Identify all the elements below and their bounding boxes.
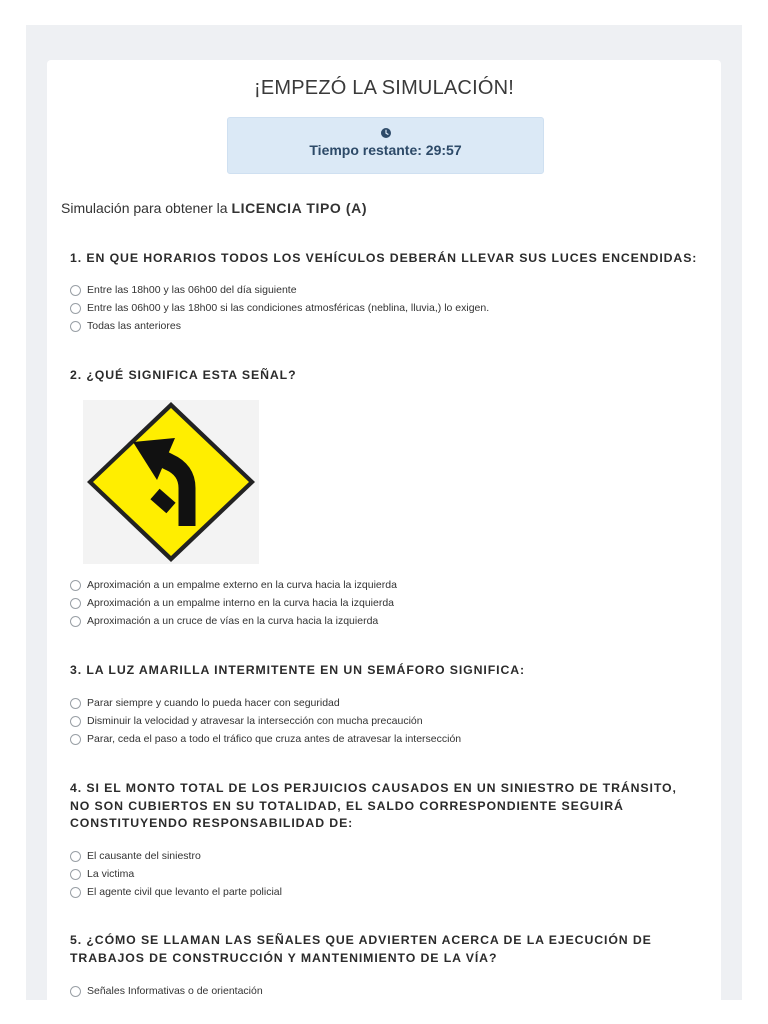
answer-option[interactable]: [70, 730, 710, 748]
radio-button[interactable]: [70, 887, 81, 898]
question-1-options: [70, 281, 710, 335]
answer-option[interactable]: [70, 612, 710, 630]
radio-button[interactable]: [70, 580, 81, 591]
answer-option[interactable]: [70, 576, 710, 594]
radio-button[interactable]: [70, 321, 81, 332]
intro-text: [61, 200, 367, 216]
radio-button[interactable]: [70, 598, 81, 609]
answer-option[interactable]: [70, 847, 710, 865]
page-title: ¡EMPEZÓ LA SIMULACIÓN!: [253, 77, 514, 99]
answer-label: El causante del siniestro: [87, 850, 201, 862]
answer-option[interactable]: [70, 281, 710, 299]
radio-button[interactable]: [70, 986, 81, 997]
answer-label: Parar siempre y cuando lo pueda hacer con seguridad: [87, 697, 340, 709]
simulation-card: [47, 60, 721, 1005]
answer-option[interactable]: [70, 299, 710, 317]
curve-left-warning-sign-icon: [83, 400, 259, 564]
radio-button[interactable]: [70, 716, 81, 727]
answer-option[interactable]: [70, 594, 710, 612]
answer-label: Entre las 18h00 y las 06h00 del día siguiente: [87, 284, 297, 296]
question-2-options: [70, 576, 710, 630]
timer-label: Tiempo restante: 29:57: [309, 142, 462, 158]
answer-label: Aproximación a un cruce de vías en la curva hacia la izquierda: [87, 615, 379, 627]
radio-button[interactable]: [70, 734, 81, 745]
answer-option[interactable]: [70, 317, 710, 335]
question-2: 2. ¿QUÉ SIGNIFICA ESTA SEÑAL?: [70, 368, 297, 382]
intro-prefix: Simulación para obtener la: [61, 200, 232, 216]
answer-option[interactable]: [70, 712, 710, 730]
question-4-options: [70, 847, 710, 901]
radio-button[interactable]: [70, 698, 81, 709]
answer-label: Parar, ceda el paso a todo el tráfico que cruza antes de atravesar la intersección: [87, 733, 462, 745]
answer-label: Aproximación a un empalme externo en la curva hacia la izquierda: [87, 579, 397, 591]
answer-label: Disminuir la velocidad y atravesar la intersección con mucha precaución: [87, 715, 423, 727]
answer-option[interactable]: [70, 982, 710, 1000]
answer-label: Todas las anteriores: [87, 320, 181, 332]
answer-label: Aproximación a un empalme interno en la curva hacia la izquierda: [87, 597, 395, 609]
answer-option[interactable]: [70, 694, 710, 712]
answer-label: El agente civil que levanto el parte policial: [87, 886, 282, 898]
answer-label: Entre las 06h00 y las 18h00 si las condiciones atmosféricas (neblina, lluvia,) lo exigen.: [87, 302, 490, 314]
license-type: LICENCIA TIPO (A): [231, 200, 368, 216]
question-5-options: [70, 982, 710, 1000]
answer-option[interactable]: [70, 865, 710, 883]
question-1: 1. EN QUE HORARIOS TODOS LOS VEHÍCULOS DEBERÁN LLEVAR SUS LUCES ENCENDIDAS:: [70, 251, 698, 265]
radio-button[interactable]: [70, 303, 81, 314]
question-3-options: [70, 694, 710, 748]
radio-button[interactable]: [70, 869, 81, 880]
answer-option[interactable]: [70, 883, 710, 901]
radio-button[interactable]: [70, 851, 81, 862]
question-4: 4. SI EL MONTO TOTAL DE LOS PERJUICIOS CAUSADOS EN UN SINIESTRO DE TRÁNSITO, NO SON CUBIERTOS EN SU TOTALIDAD, EL SALDO CORRESPONDIENTE SEGUIRÁ CONSTITUYENDO RESPONSABILIDAD DE:: [70, 781, 677, 830]
clock-icon: [381, 128, 391, 138]
answer-label: La victima: [87, 868, 135, 880]
radio-button[interactable]: [70, 285, 81, 296]
question-3: 3. LA LUZ AMARILLA INTERMITENTE EN UN SEMÁFORO SIGNIFICA:: [70, 663, 526, 677]
answer-label: Señales Informativas o de orientación: [87, 985, 263, 997]
timer-box: [227, 117, 544, 174]
question-5: 5. ¿CÓMO SE LLAMAN LAS SEÑALES QUE ADVIERTEN ACERCA DE LA EJECUCIÓN DE TRABAJOS DE CONSTRUCCIÓN Y MANTENIMIENTO DE LA VÍA?: [70, 933, 652, 965]
radio-button[interactable]: [70, 616, 81, 627]
